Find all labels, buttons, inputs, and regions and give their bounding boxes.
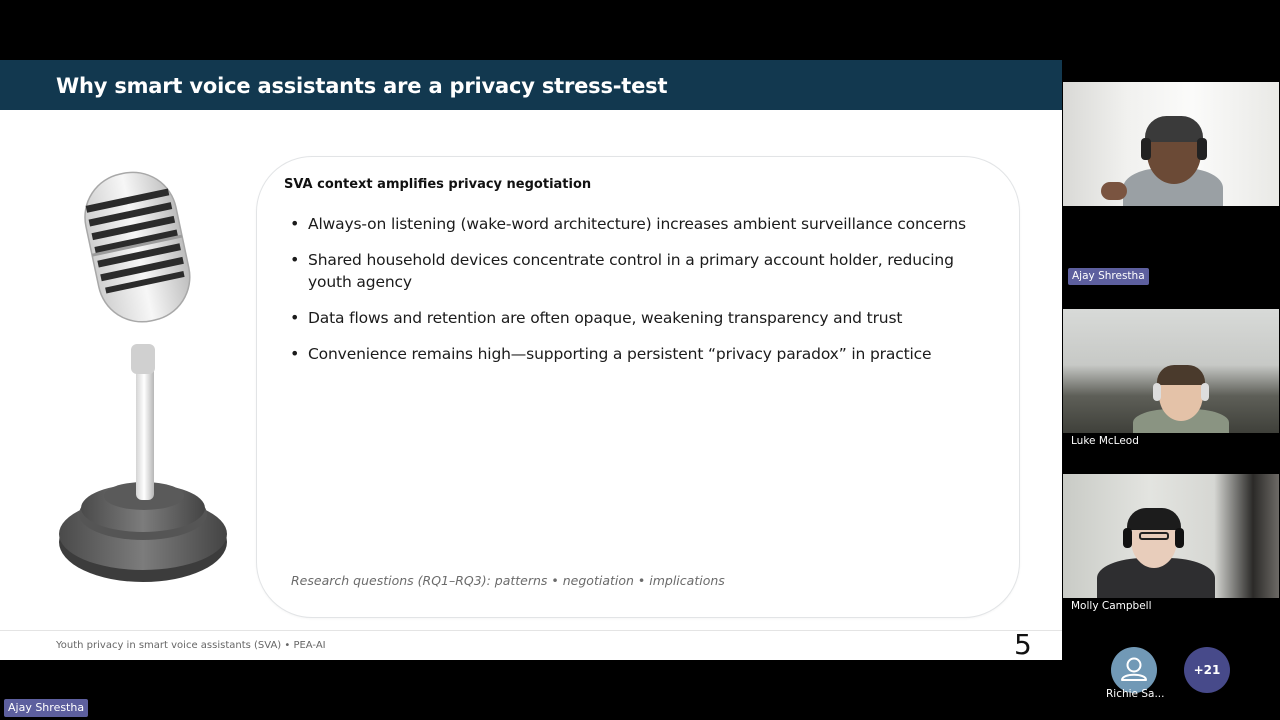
- footer-divider: [0, 630, 1062, 631]
- bullet-item: • Convenience remains high—supporting a persistent “privacy paradox” in practice: [287, 343, 987, 365]
- presenter-name-badge: Ajay Shrestha: [4, 699, 88, 717]
- participant-video-luke[interactable]: [1063, 309, 1279, 433]
- slide-header: [0, 60, 1062, 110]
- participant-name-ajay: Ajay Shrestha: [1068, 268, 1149, 285]
- bullet-list: [287, 213, 987, 379]
- shared-slide: [0, 60, 1062, 660]
- slide-footer: Youth privacy in smart voice assistants (SVA) • PEA-AI: [56, 640, 326, 651]
- participant-avatar-richie[interactable]: [1111, 647, 1157, 693]
- bullet-item: • Always-on listening (wake-word architecture) increases ambient surveillance concerns: [287, 213, 987, 235]
- participant-video-ajay[interactable]: [1063, 82, 1279, 206]
- content-card: [256, 156, 1020, 618]
- participant-name-richie: Richie Sa...: [1106, 688, 1165, 700]
- more-participants-button[interactable]: +21: [1184, 647, 1230, 693]
- participant-name-molly: Molly Campbell: [1071, 600, 1152, 612]
- bullet-item: • Shared household devices concentrate control in a primary account holder, reducing youth agency: [287, 249, 987, 293]
- bullet-item: • Data flows and retention are often opaque, weakening transparency and trust: [287, 307, 987, 329]
- microphone-icon: [52, 164, 242, 584]
- person-icon: [1111, 647, 1157, 693]
- participant-video-molly[interactable]: [1063, 474, 1279, 598]
- slide-number: 5: [1014, 628, 1032, 660]
- slide-title: Why smart voice assistants are a privacy stress-test: [56, 74, 668, 98]
- participant-name-luke: Luke McLeod: [1071, 435, 1139, 447]
- card-heading: SVA context amplifies privacy negotiation: [284, 177, 592, 192]
- card-footnote: Research questions (RQ1–RQ3): patterns • negotiation • implications: [291, 573, 725, 588]
